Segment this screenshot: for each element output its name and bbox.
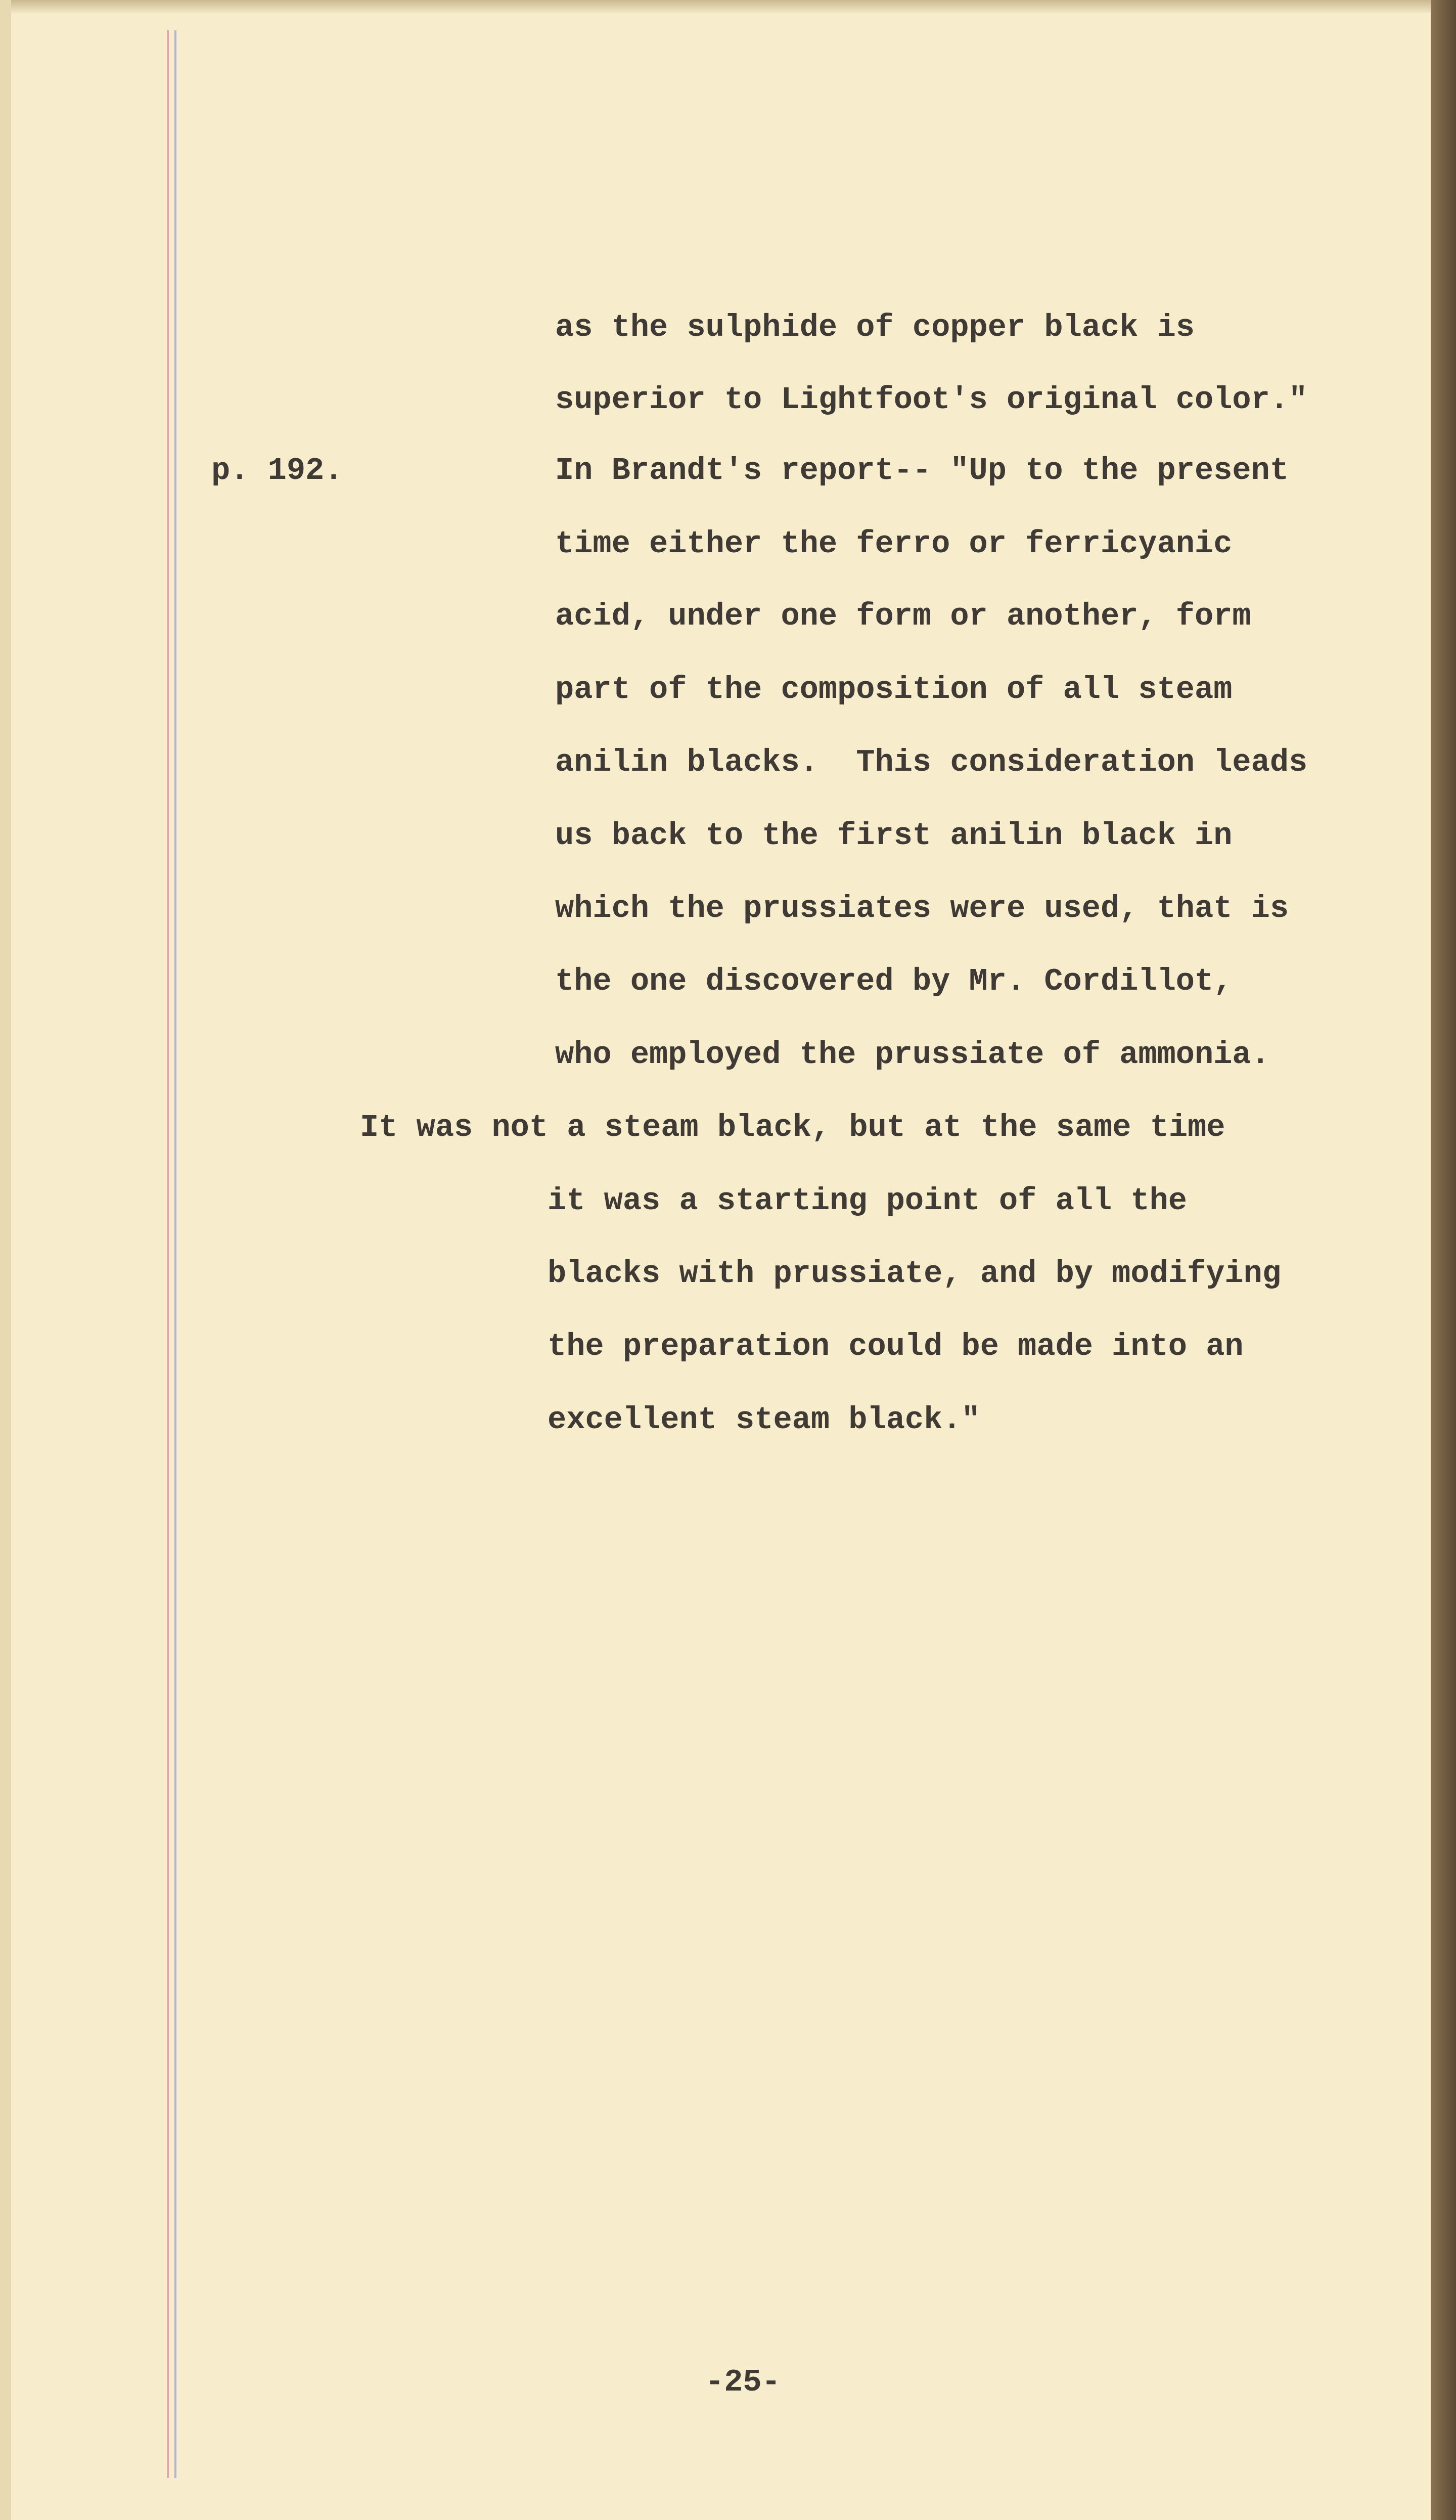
- book-edge: [1431, 0, 1456, 2520]
- text-line: the preparation could be made into an: [548, 1329, 1244, 1364]
- text-line: In Brandt's report-- "Up to the present: [555, 453, 1289, 489]
- text-line: superior to Lightfoot's original color.": [555, 382, 1308, 418]
- text-line: time either the ferro or ferricyanic: [555, 526, 1233, 562]
- text-line: It was not a steam black, but at the same time: [360, 1110, 1225, 1145]
- margin-rule-blue: [174, 30, 176, 2478]
- margin-rule-red: [167, 30, 169, 2478]
- text-line: it was a starting point of all the: [548, 1183, 1188, 1219]
- page-top-edge: [0, 0, 1431, 14]
- margin-note: p. 192.: [211, 453, 343, 489]
- text-line: who employed the prussiate of ammonia.: [555, 1037, 1270, 1073]
- page-number: -25-: [705, 2364, 781, 2400]
- text-line: as the sulphide of copper black is: [555, 310, 1195, 345]
- text-line: the one discovered by Mr. Cordillot,: [555, 963, 1233, 999]
- binding-edge: [0, 0, 11, 2520]
- text-line: acid, under one form or another, form: [555, 598, 1251, 634]
- text-line: excellent steam black.": [548, 1402, 980, 1438]
- text-line: anilin blacks. This consideration leads: [555, 744, 1308, 780]
- text-line: blacks with prussiate, and by modifying: [548, 1256, 1282, 1292]
- text-line: which the prussiates were used, that is: [555, 891, 1289, 926]
- text-line: part of the composition of all steam: [555, 672, 1233, 708]
- text-line: us back to the first anilin black in: [555, 818, 1233, 854]
